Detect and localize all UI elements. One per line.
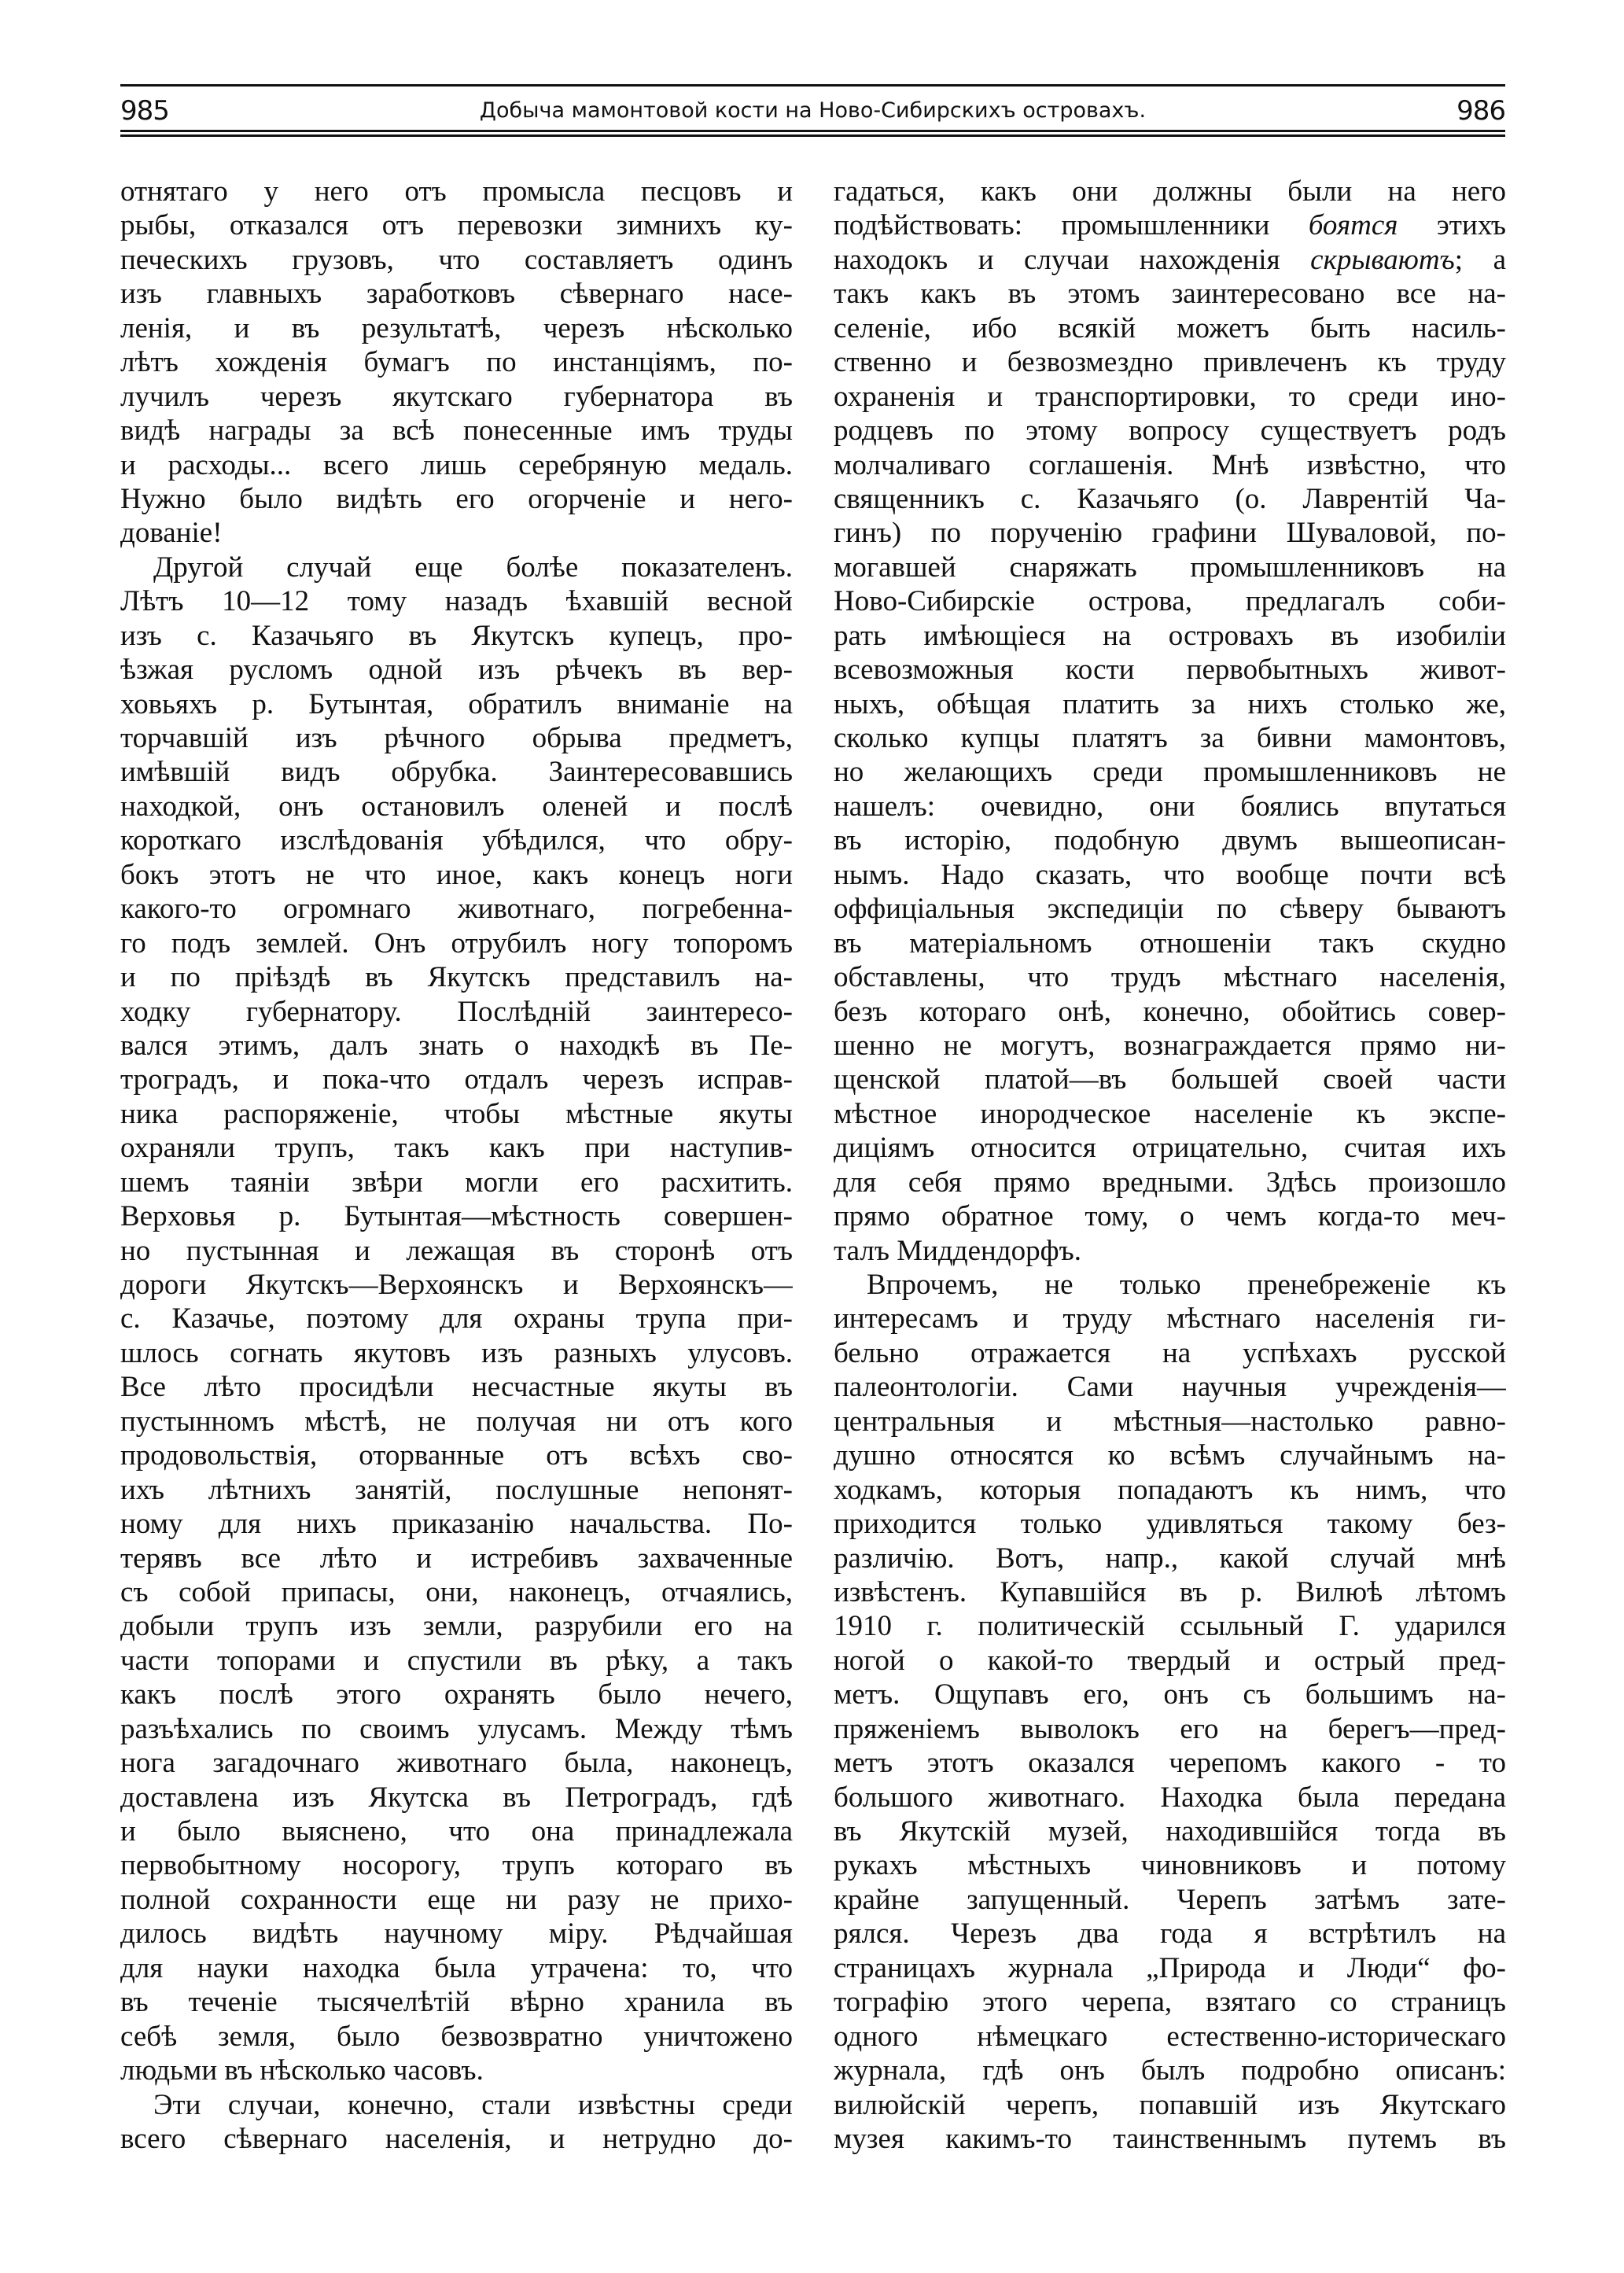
text-line: въ теченіе тысячелѣтій вѣрно хранила въ	[120, 1986, 793, 2019]
text-line: Лѣтъ 10—12 тому назадъ ѣхавшій весной	[120, 585, 793, 618]
text-line: рялся. Черезъ два года я встрѣтилъ на	[834, 1917, 1506, 1951]
text-line: разъѣхались по своимъ улусамъ. Между тѣмъ	[120, 1712, 793, 1745]
text-line: первобытному носорогу, трупъ котораго въ	[120, 1849, 793, 1882]
text-line: лѣтъ хожденія бумагъ по инстанціямъ, по-	[120, 346, 793, 379]
text-line: нашелъ: очевидно, они боялись впутаться	[834, 790, 1506, 823]
text-line: нога загадочнаго животнаго была, наконецъ,	[120, 1747, 793, 1780]
text-line: щенской платой—въ большей своей части	[834, 1063, 1506, 1096]
text-line: шенно не могутъ, вознаграждается прямо ни-	[834, 1029, 1506, 1062]
text-line: и по пріѣздѣ въ Якутскъ представилъ на-	[120, 961, 793, 994]
text-line: шлось согнать якутовъ изъ разныхъ улусовъ.	[120, 1336, 793, 1369]
text-line: метъ. Ощупавъ его, онъ съ большимъ на-	[834, 1678, 1506, 1711]
text-line: и расходы... всего лишь серебряную медаль.	[120, 448, 793, 481]
text-line: молчаливаго соглашенія. Мнѣ извѣстно, что	[834, 448, 1506, 481]
text-run: ; а	[1454, 243, 1506, 276]
text-line: диціямъ относится отрицательно, считая ихъ	[834, 1132, 1506, 1165]
text-line: Впрочемъ, не только пренебреженіе къ	[867, 1269, 1506, 1301]
text-line: для себя прямо вредными. Здѣсь произошло	[834, 1166, 1506, 1199]
text-line: оффиціальныя экспедиціи по сѣверу бываютъ	[834, 893, 1506, 926]
text-line: печескихъ грузовъ, что составляетъ одинъ	[120, 243, 793, 276]
text-line: находкой, онъ остановилъ оленей и послѣ	[120, 790, 793, 823]
text-line: продовольствія, оторванные отъ всѣхъ сво-	[120, 1439, 793, 1472]
text-line: рыбы, отказался отъ перевозки зимнихъ ку-	[120, 209, 793, 242]
text-line: бельно отражается на успѣхахъ русской	[834, 1336, 1506, 1369]
text-line: Нужно было видѣть его огорченіе и него-	[120, 482, 793, 515]
text-line: ственно и безвозмездно привлеченъ къ труду	[834, 346, 1506, 379]
text-line: нымъ. Надо сказать, что вообще почти всѣ	[834, 858, 1506, 891]
text-line: но желающихъ среди промышленниковъ не	[834, 756, 1506, 789]
text-line: изъ главныхъ заработковъ сѣвернаго насе-	[120, 278, 793, 311]
text-line: видѣ награды за всѣ понесенные имъ труды	[120, 414, 793, 448]
text-line: Все лѣто просидѣли несчастные якуты въ	[120, 1371, 793, 1404]
text-line: имѣвшій видъ обрубка. Заинтересовавшись	[120, 756, 793, 789]
text-line: талъ Миддендорфъ.	[834, 1234, 1081, 1267]
text-line: метъ этотъ оказался черепомъ какого - то	[834, 1747, 1506, 1780]
text-line: могавшей снаряжать промышленниковъ на	[834, 551, 1506, 584]
text-line: ному для нихъ приказанію начальства. По-	[120, 1508, 793, 1541]
text-line: одного нѣмецкаго естественно-историческаго	[834, 2020, 1506, 2053]
text-line: 1910 г. политическій ссыльный Г. ударился	[834, 1610, 1506, 1643]
text-line: всевозможныя кости первобытныхъ живот-	[834, 654, 1506, 687]
text-line: душно относятся ко всѣмъ случайнымъ на-	[834, 1439, 1506, 1472]
text-line: родцевъ по этому вопросу существуетъ родъ	[834, 414, 1506, 448]
text-line: ходку губернатору. Послѣдній заинтересо-	[120, 995, 793, 1028]
text-line: страницахъ журнала „Природа и Люди“ фо-	[834, 1951, 1506, 1984]
text-line: крайне запущенный. Черепъ затѣмъ зате-	[834, 1883, 1506, 1916]
text-line: Верховья р. Бутынтая—мѣстность совершен-	[120, 1200, 793, 1233]
text-line	[834, 243, 1506, 277]
text-line: селеніе, ибо всякій можетъ быть насиль-	[834, 311, 1506, 344]
text-line: го подъ землей. Онъ отрубилъ ногу топоромъ	[120, 927, 793, 960]
text-line: дилось видѣть научному міру. Рѣдчайшая	[120, 1917, 793, 1951]
text-line: ногой о какой-то твердый и острый пред-	[834, 1644, 1506, 1677]
text-line: рать имѣющіеся на островахъ въ изобиліи	[834, 619, 1506, 652]
running-header	[120, 91, 1505, 131]
text-line: охраненія и транспортировки, то среди ино-	[834, 380, 1506, 413]
text-line: охраняли трупъ, такъ какъ при наступив-	[120, 1132, 793, 1165]
text-line: съ собой припасы, они, наконецъ, отчаялись,	[120, 1575, 793, 1608]
text-line: большого животнаго. Находка была передана	[834, 1781, 1506, 1814]
text-line: дороги Якутскъ—Верхоянскъ и Верхоянскъ—	[120, 1269, 793, 1301]
text-line: какъ послѣ этого охранять было нечего,	[120, 1678, 793, 1711]
text-line: священникъ с. Казачьяго (о. Лаврентій Ча-	[834, 482, 1506, 515]
text-line: ходкамъ, которыя попадаютъ къ нимъ, что	[834, 1473, 1506, 1506]
text-run: находокъ и случаи нахожденія	[834, 243, 1311, 276]
text-line: палеонтологіи. Сами научныя учрежденія—	[834, 1371, 1506, 1404]
text-line: но пустынная и лежащая въ сторонѣ отъ	[120, 1234, 793, 1267]
text-line: рукахъ мѣстныхъ чиновниковъ и потому	[834, 1849, 1506, 1882]
text-line: извѣстенъ. Купавшійся въ р. Вилюѣ лѣтомъ	[834, 1575, 1506, 1608]
text-line: музея какимъ-то таинственнымъ путемъ въ	[834, 2122, 1506, 2155]
text-line: гадаться, какъ они должны были на него	[834, 175, 1506, 208]
text-line: дованіе!	[120, 517, 223, 550]
text-line: терявъ все лѣто и истребивъ захваченные	[120, 1542, 793, 1575]
text-line: отнятаго у него отъ промысла песцовъ и	[120, 175, 793, 208]
text-line: журнала, гдѣ онъ былъ подробно описанъ:	[834, 2054, 1506, 2087]
text-column-left	[120, 175, 793, 2156]
text-line: пряженіемъ выволокъ его на берегъ—пред-	[834, 1712, 1506, 1745]
text-line: себѣ земля, было безвозвратно уничтожено	[120, 2020, 793, 2053]
text-line: Другой случай еще болѣе показателенъ.	[153, 551, 793, 584]
text-line: бокъ этотъ не что иное, какъ конецъ ноги	[120, 858, 793, 891]
running-title: Добыча мамонтовой кости на Ново-Сибирскихъ островахъ.	[479, 98, 1147, 123]
text-line: людьми въ нѣсколько часовъ.	[120, 2054, 484, 2087]
text-line: ника распоряженіе, чтобы мѣстные якуты	[120, 1097, 793, 1130]
text-line: Ново-Сибирскіе острова, предлагалъ соби-	[834, 585, 1506, 618]
text-line: прямо обратное тому, о чемъ когда-то меч-	[834, 1200, 1506, 1233]
text-line: лучилъ черезъ якутскаго губернатора въ	[120, 380, 793, 413]
text-line: мѣстное инородческое населеніе къ экспе-	[834, 1097, 1506, 1130]
text-line: и было выяснено, что она принадлежала	[120, 1815, 793, 1848]
text-line: пустынномъ мѣстѣ, не получая ни отъ кого	[120, 1405, 793, 1438]
text-line: доставлена изъ Якутска въ Петроградъ, гдѣ	[120, 1781, 793, 1814]
text-line: шемъ таяніи звѣри могли его расхитить.	[120, 1166, 793, 1199]
header-double-rule-lower	[120, 134, 1505, 137]
text-line: для науки находка была утрачена: то, что	[120, 1951, 793, 1984]
text-line: ленія, и въ результатѣ, черезъ нѣсколько	[120, 311, 793, 344]
text-line: въ Якутскій музей, находившійся тогда въ	[834, 1815, 1506, 1848]
text-column-right	[834, 175, 1506, 2156]
emphasis-text: скрываютъ	[1310, 243, 1455, 276]
header-top-rule	[120, 84, 1505, 87]
text-line: центральныя и мѣстныя—настолько равно-	[834, 1405, 1506, 1438]
text-line: различію. Вотъ, напр., какой случай мнѣ	[834, 1542, 1506, 1575]
text-line: ихъ лѣтнихъ занятій, послушные непонят-	[120, 1473, 793, 1506]
page-number-left: 985	[120, 95, 169, 127]
text-run: подѣйствовать: промышленники	[834, 209, 1309, 242]
text-line: части топорами и спустили въ рѣку, а такъ	[120, 1644, 793, 1677]
text-line: въ матеріальномъ отношеніи такъ скудно	[834, 927, 1506, 960]
text-line: ѣзжая русломъ одной изъ рѣчекъ въ вер-	[120, 654, 793, 687]
text-line: безъ котораго онѣ, конечно, обойтись совер-	[834, 995, 1506, 1028]
page-number-right: 986	[1456, 95, 1505, 127]
text-line: изъ с. Казачьяго въ Якутскъ купецъ, про-	[120, 619, 793, 652]
text-line: такъ какъ въ этомъ заинтересовано все на-	[834, 278, 1506, 311]
header-double-rule-upper	[120, 130, 1505, 132]
text-run: этихъ	[1398, 209, 1506, 242]
text-line: тографію этого черепа, взятаго со страницъ	[834, 1986, 1506, 2019]
text-line: вался этимъ, далъ знать о находкѣ въ Пе-	[120, 1029, 793, 1062]
text-line: короткаго изслѣдованія убѣдился, что обру-	[120, 824, 793, 857]
text-line: сколько купцы платятъ за бивни мамонтовъ,	[834, 722, 1506, 754]
text-line: полной сохранности еще ни разу не прихо-	[120, 1883, 793, 1916]
text-line: торчавшій изъ рѣчного обрыва предметъ,	[120, 722, 793, 754]
text-line: добыли трупъ изъ земли, разрубили его на	[120, 1610, 793, 1643]
text-line: интересамъ и труду мѣстнаго населенія ги-	[834, 1302, 1506, 1335]
text-line: всего сѣвернаго населенія, и нетрудно до-	[120, 2122, 793, 2155]
text-line: гинъ) по порученію графини Шуваловой, по-	[834, 517, 1506, 550]
text-line: вилюйскій черепъ, попавшій изъ Якутскаго	[834, 2088, 1506, 2121]
text-line: ховьяхъ р. Бутынтая, обратилъ вниманіе на	[120, 687, 793, 720]
text-line: троградъ, и пока-что отдалъ черезъ исправ-	[120, 1063, 793, 1096]
text-line: ныхъ, обѣщая платить за нихъ столько же,	[834, 687, 1506, 720]
text-line: обставлены, что трудъ мѣстнаго населенія,	[834, 961, 1506, 994]
text-line: Эти случаи, конечно, стали извѣстны среди	[153, 2088, 793, 2121]
text-line: с. Казачье, поэтому для охраны трупа при-	[120, 1302, 793, 1335]
text-line: какого-то огромнаго животнаго, погребенна-	[120, 893, 793, 926]
emphasis-text: боятся	[1308, 209, 1398, 242]
text-line	[834, 208, 1506, 242]
text-line: въ исторію, подобную двумъ вышеописан-	[834, 824, 1506, 857]
text-line: приходится только удивляться такому без-	[834, 1508, 1506, 1541]
